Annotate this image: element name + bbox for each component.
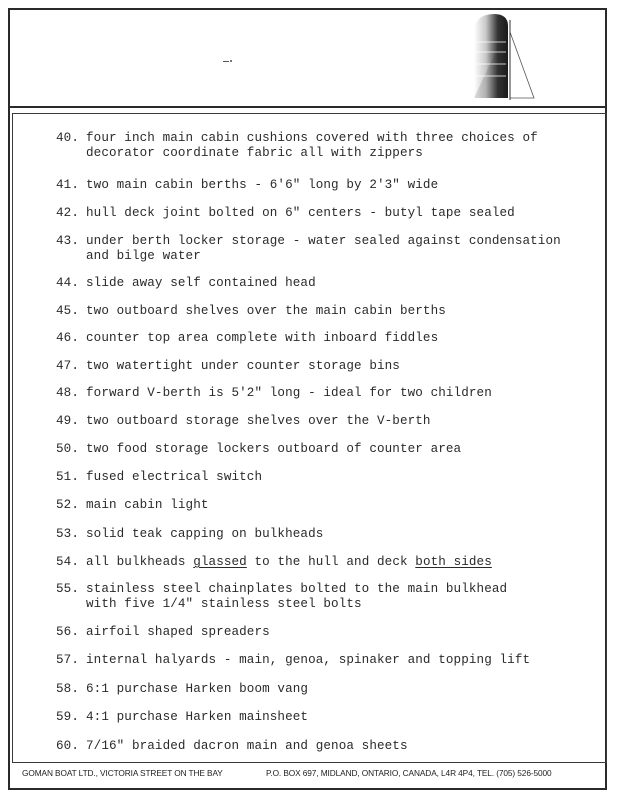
- list-item: [56, 739, 616, 754]
- list-item: [56, 234, 616, 264]
- item-text: stainless steel chainplates bolted to the main bulkhead: [86, 582, 508, 596]
- item-number: 46.: [56, 331, 79, 345]
- list-item: [56, 682, 616, 697]
- item-text: 6:1 purchase Harken boom vang: [86, 682, 309, 696]
- item-number: 42.: [56, 206, 79, 220]
- item-text: all bulkheads: [86, 555, 194, 569]
- list-item: [56, 276, 616, 291]
- item-text: four inch main cabin cushions covered with three choices of: [86, 131, 538, 145]
- item-text-continued: decorator coordinate fabric all with zippers: [86, 146, 423, 160]
- item-text: slide away self contained head: [86, 276, 316, 290]
- ink-speck: [223, 60, 233, 63]
- item-number: 45.: [56, 304, 79, 318]
- item-text-continued: and bilge water: [86, 249, 201, 263]
- list-item: [56, 582, 616, 612]
- item-text: counter top area complete with inboard fiddles: [86, 331, 439, 345]
- item-number: 48.: [56, 386, 79, 400]
- item-number: 58.: [56, 682, 79, 696]
- list-item: [56, 555, 616, 570]
- list-item: [56, 625, 616, 640]
- item-text: two watertight under counter storage bins: [86, 359, 400, 373]
- item-number: 56.: [56, 625, 79, 639]
- list-item: [56, 304, 616, 319]
- item-text: fused electrical switch: [86, 470, 263, 484]
- list-item: [56, 527, 616, 542]
- list-item: [56, 498, 616, 513]
- underlined-word: both sides: [415, 555, 492, 569]
- company-address: GOMAN BOAT LTD., VICTORIA STREET ON THE BAY: [22, 768, 223, 778]
- item-text: airfoil shaped spreaders: [86, 625, 270, 639]
- item-number: 52.: [56, 498, 79, 512]
- item-text: two main cabin berths - 6'6" long by 2'3" wide: [86, 178, 439, 192]
- item-number: 53.: [56, 527, 79, 541]
- list-item: [56, 331, 616, 346]
- item-number: 55.: [56, 582, 79, 596]
- item-number: 40.: [56, 131, 79, 145]
- item-text: main cabin light: [86, 498, 209, 512]
- item-number: 50.: [56, 442, 79, 456]
- item-text: under berth locker storage - water sealed against condensation: [86, 234, 561, 248]
- mailing-address: P.O. BOX 697, MIDLAND, ONTARIO, CANADA, L4R 4P4, TEL. (705) 526-5000: [266, 768, 552, 778]
- list-item: [56, 442, 616, 457]
- item-text: 7/16" braided dacron main and genoa sheets: [86, 739, 408, 753]
- item-text: two outboard storage shelves over the V-berth: [86, 414, 431, 428]
- item-text: solid teak capping on bulkheads: [86, 527, 324, 541]
- list-item: [56, 386, 616, 401]
- item-text-continued: with five 1/4" stainless steel bolts: [86, 597, 362, 611]
- list-item: [56, 710, 616, 725]
- underlined-word: glassed: [193, 555, 247, 569]
- item-number: 57.: [56, 653, 79, 667]
- item-number: 43.: [56, 234, 79, 248]
- list-item: [56, 206, 616, 221]
- item-text: to the hull and deck: [246, 555, 416, 569]
- item-number: 54.: [56, 555, 79, 569]
- item-number: 44.: [56, 276, 79, 290]
- list-item: [56, 359, 616, 374]
- item-number: 51.: [56, 470, 79, 484]
- list-item: [56, 653, 616, 668]
- item-number: 60.: [56, 739, 79, 753]
- item-text: internal halyards - main, genoa, spinaker and topping lift: [86, 653, 531, 667]
- item-number: 49.: [56, 414, 79, 428]
- item-text: forward V-berth is 5'2" long - ideal for two children: [86, 386, 492, 400]
- list-item: [56, 131, 616, 161]
- item-text: two food storage lockers outboard of counter area: [86, 442, 462, 456]
- item-number: 47.: [56, 359, 79, 373]
- item-text: two outboard shelves over the main cabin berths: [86, 304, 446, 318]
- item-text: hull deck joint bolted on 6" centers - butyl tape sealed: [86, 206, 515, 220]
- list-item: [56, 178, 616, 193]
- sail-logo-icon: [468, 12, 538, 102]
- item-number: 59.: [56, 710, 79, 724]
- list-item: [56, 414, 616, 429]
- item-number: 41.: [56, 178, 79, 192]
- list-item: [56, 470, 616, 485]
- item-text: 4:1 purchase Harken mainsheet: [86, 710, 309, 724]
